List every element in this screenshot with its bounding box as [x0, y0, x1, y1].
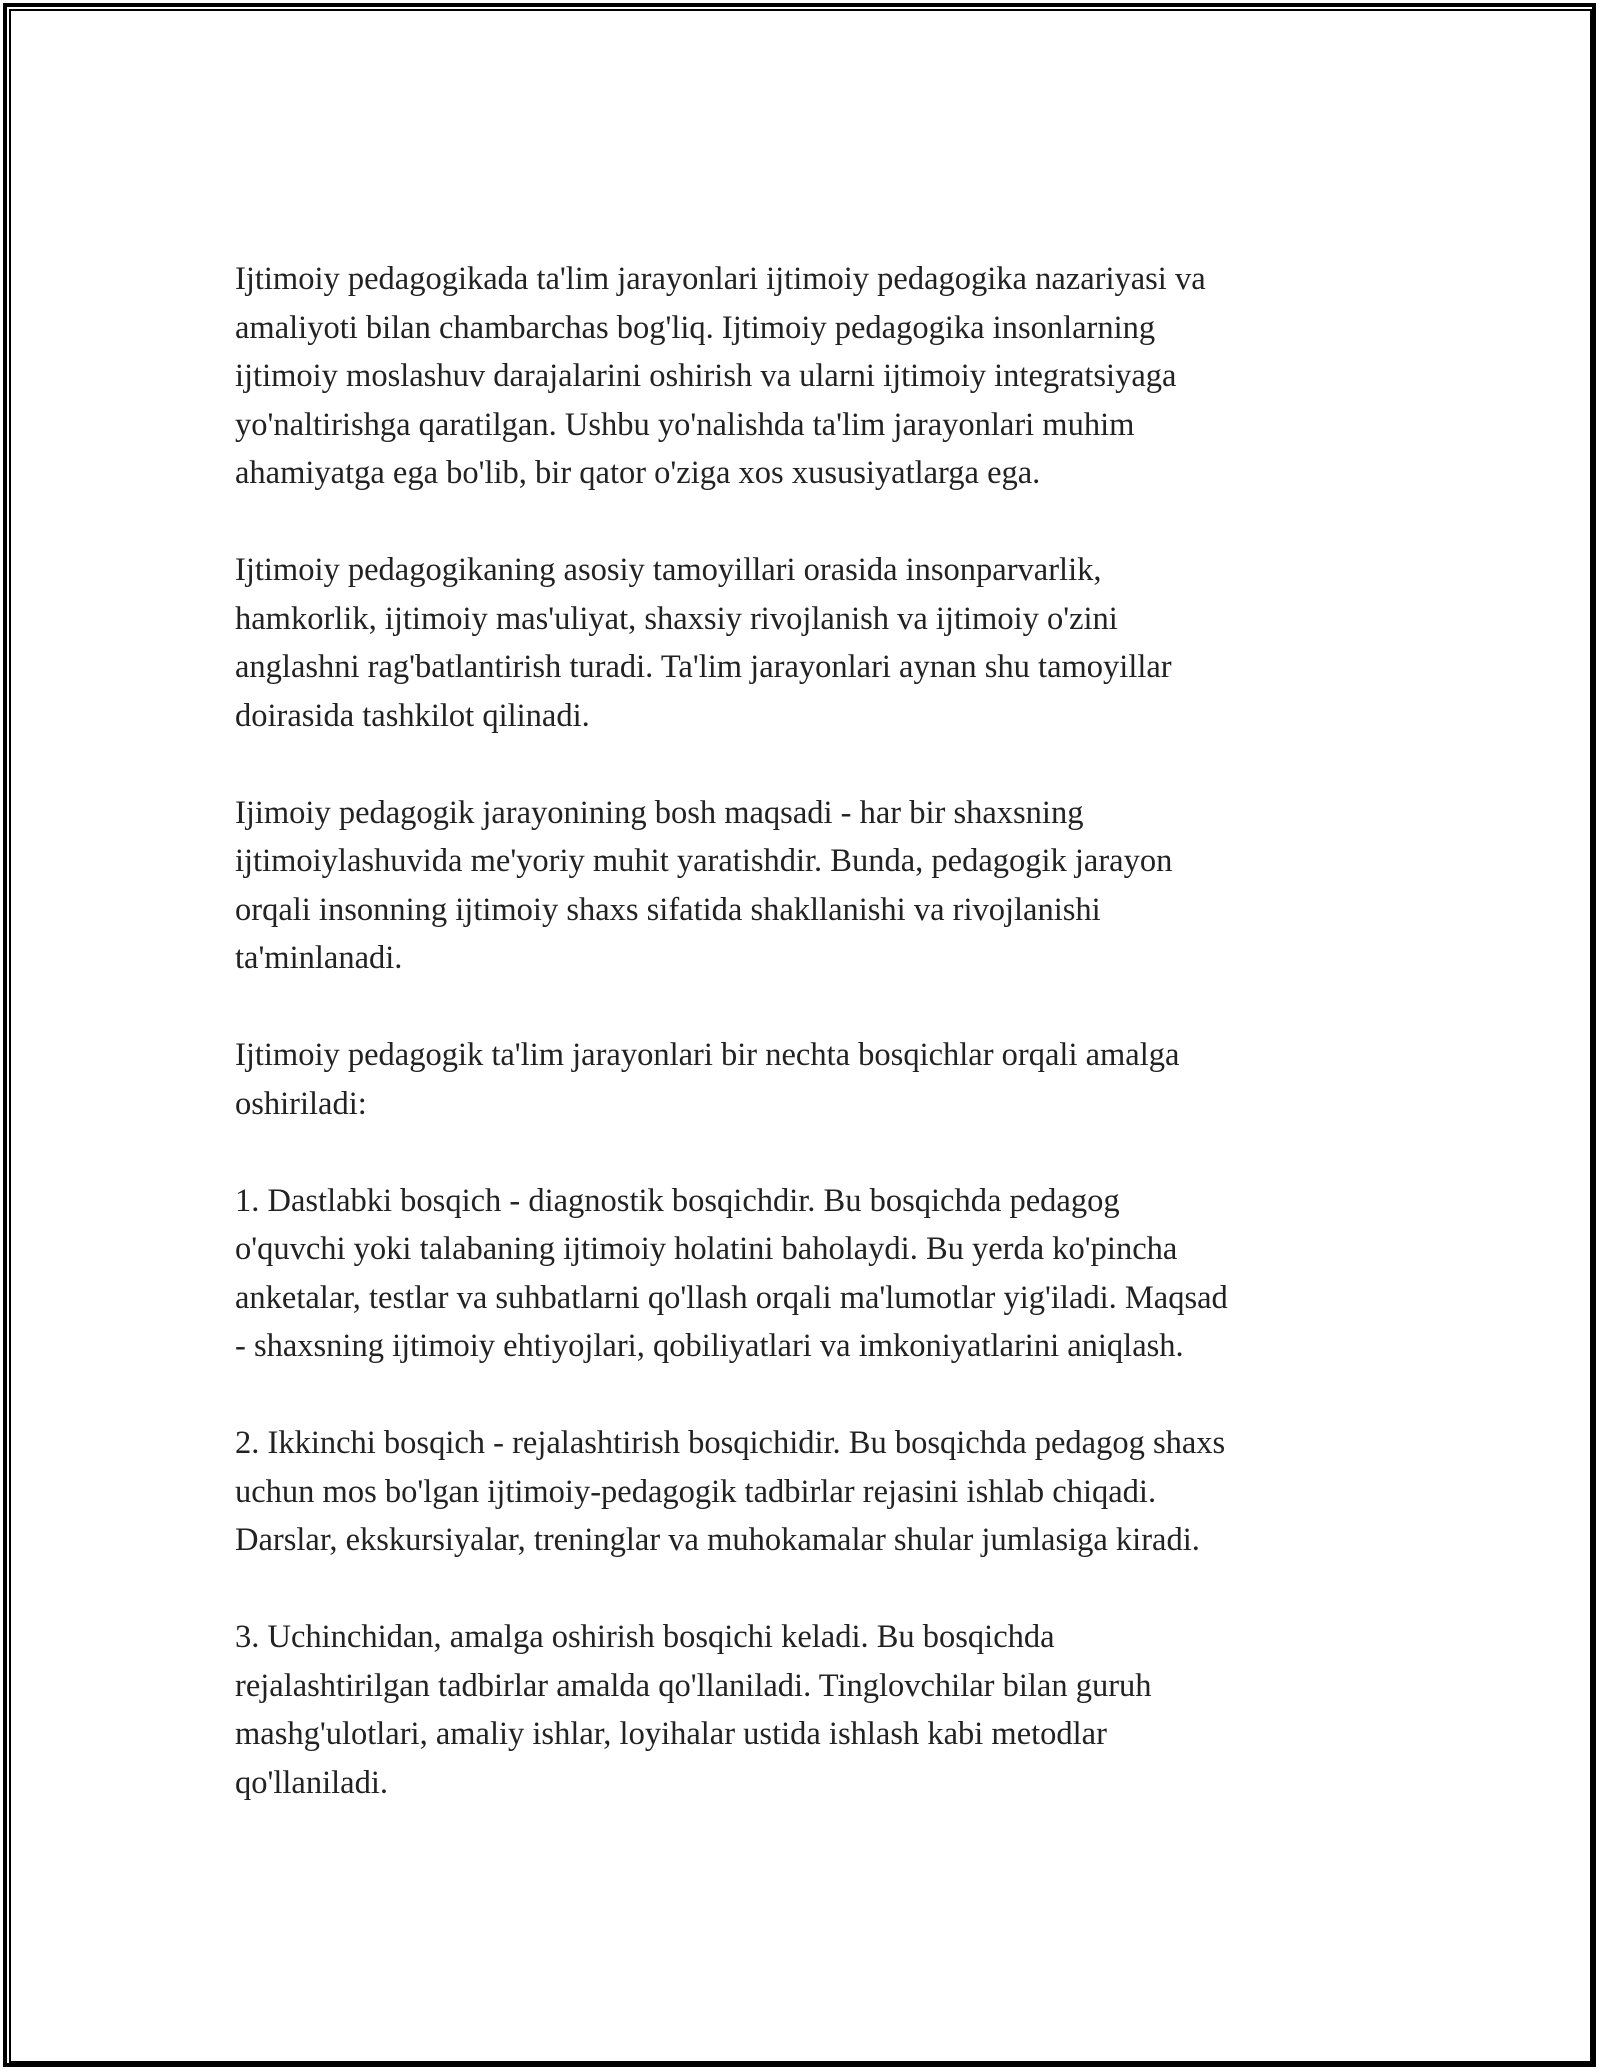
text-line: amaliyoti bilan chambarchas bog'liq. Ijtimoiy pedagogika insonlarning [235, 309, 1156, 346]
text-line: rejalashtirilgan tadbirlar amalda qo'llaniladi. Tinglovchilar bilan guruh [235, 1667, 1152, 1704]
text-line: orqali insonning ijtimoiy shaxs sifatida shakllanishi va rivojlanishi [235, 891, 1101, 928]
text-line: 1. Dastlabki bosqich - diagnostik bosqichdir. Bu bosqichda pedagog [235, 1182, 1120, 1219]
paragraph-stage-1 [235, 1177, 1365, 1371]
text-line: ijtimoiylashuvida me'yoriy muhit yaratishdir. Bunda, pedagogik jarayon [235, 843, 1173, 879]
text-line: 2. Ikkinchi bosqich - rejalashtirish bosqichidir. Bu bosqichda pedagog shaxs [235, 1425, 1226, 1461]
text-line: anglashni rag'batlantirish turadi. Ta'lim jarayonlari aynan shu tamoyillar [235, 649, 1172, 685]
paragraph-principles [235, 546, 1365, 740]
text-line: ta'minlanadi. [235, 940, 403, 976]
text-line: Darslar, ekskursiyalar, treninglar va muhokamalar shular jumlasiga kiradi. [235, 1522, 1200, 1558]
paragraph-stage-3 [235, 1613, 1365, 1807]
text-line: Ijtimoiy pedagogikada ta'lim jarayonlari ijtimoiy pedagogika nazariyasi va [235, 261, 1206, 297]
text-line: Ijtimoiy pedagogikaning asosiy tamoyillari orasida insonparvarlik, [235, 552, 1102, 588]
text-line: mashg'ulotlari, amaliy ishlar, loyihalar ustida ishlash kabi metodlar [235, 1716, 1107, 1752]
document-body [235, 255, 1365, 1807]
text-line: yo'naltirishga qaratilgan. Ushbu yo'nalishda ta'lim jarayonlari muhim [235, 406, 1135, 443]
text-line: ijtimoiy moslashuv darajalarini oshirish va ularni ijtimoiy integratsiyaga [235, 358, 1177, 394]
text-line: Ijtimoiy pedagogik ta'lim jarayonlari bir nechta bosqichlar orqali amalga [235, 1037, 1180, 1073]
text-line: Ijimoiy pedagogik jarayonining bosh maqsadi - har bir shaxsning [235, 794, 1084, 831]
text-line: uchun mos bo'lgan ijtimoiy-pedagogik tadbirlar rejasini ishlab chiqadi. [235, 1473, 1157, 1510]
text-line: anketalar, testlar va suhbatlarni qo'llash orqali ma'lumotlar yig'iladi. Maqsad [235, 1279, 1228, 1316]
text-line: 3. Uchinchidan, amalga oshirish bosqichi keladi. Bu bosqichda [235, 1619, 1055, 1655]
paragraph-intro [235, 255, 1365, 498]
text-line: hamkorlik, ijtimoiy mas'uliyat, shaxsiy rivojlanish va ijtimoiy o'zini [235, 600, 1118, 637]
paragraph-goal [235, 789, 1365, 983]
paragraph-stages-intro [235, 1031, 1365, 1128]
text-line: doirasida tashkilot qilinadi. [235, 697, 590, 734]
text-line: o'quvchi yoki talabaning ijtimoiy holatini baholaydi. Bu yerda ko'pincha [235, 1231, 1178, 1267]
paragraph-stage-2 [235, 1419, 1365, 1565]
text-line: - shaxsning ijtimoiy ehtiyojlari, qobiliyatlari va imkoniyatlarini aniqlash. [235, 1328, 1184, 1364]
text-line: oshiriladi: [235, 1085, 367, 1122]
text-line: qo'llaniladi. [235, 1764, 388, 1801]
text-line: ahamiyatga ega bo'lib, bir qator o'ziga xos xususiyatlarga ega. [235, 455, 1041, 491]
